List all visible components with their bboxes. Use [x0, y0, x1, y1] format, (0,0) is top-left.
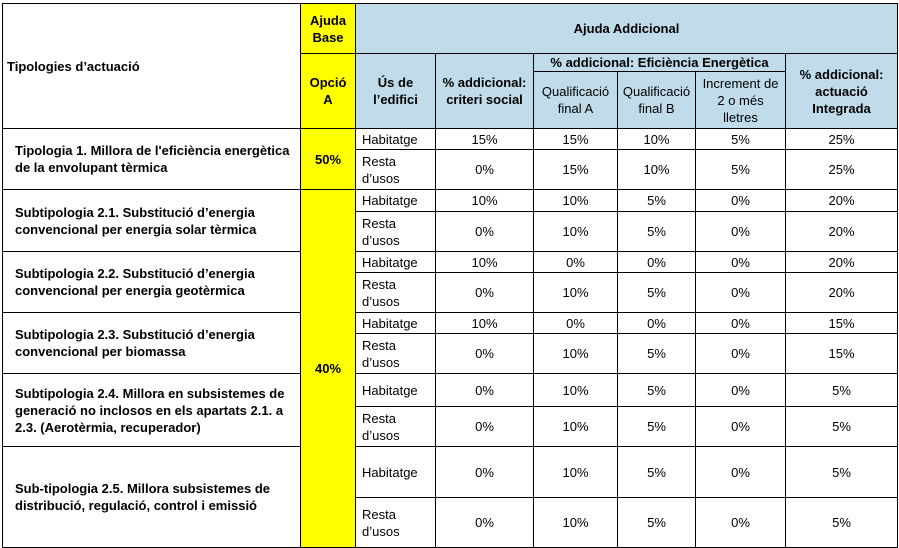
increment-cell: 0% [696, 334, 786, 374]
use-cell: Habitatge [356, 447, 436, 498]
qual-b-cell: 5% [618, 447, 696, 498]
qual-b-cell: 5% [618, 407, 696, 447]
qual-b-cell: 5% [618, 374, 696, 407]
header-integrada: % addicional: actuació Integrada [786, 54, 898, 129]
use-cell: Habitatge [356, 374, 436, 407]
qual-b-cell: 0% [618, 313, 696, 334]
social-cell: 0% [436, 334, 534, 374]
social-cell: 0% [436, 374, 534, 407]
integrada-cell: 20% [786, 190, 898, 212]
use-cell: Resta d’usos [356, 334, 436, 374]
social-cell: 15% [436, 129, 534, 150]
qual-b-cell: 5% [618, 334, 696, 374]
use-cell: Habitatge [356, 190, 436, 212]
table-body [3, 129, 898, 548]
qual-a-cell: 10% [534, 407, 618, 447]
integrada-cell: 5% [786, 447, 898, 498]
increment-cell: 0% [696, 190, 786, 212]
table-row [3, 447, 898, 498]
integrada-cell: 5% [786, 498, 898, 548]
social-cell: 10% [436, 313, 534, 334]
integrada-cell: 20% [786, 273, 898, 313]
social-cell: 0% [436, 447, 534, 498]
qual-a-cell: 15% [534, 150, 618, 190]
typology-label: Subtipologia 2.1. Substitució d’energia convencional per energia solar tèrmica [3, 190, 301, 252]
qual-a-cell: 10% [534, 374, 618, 407]
table-row [3, 129, 898, 150]
subsidy-table [2, 3, 898, 548]
header-qualificacio-b: Qualificació final B [618, 72, 696, 129]
qual-a-cell: 10% [534, 190, 618, 212]
table-row [3, 313, 898, 334]
integrada-cell: 20% [786, 212, 898, 252]
qual-a-cell: 10% [534, 334, 618, 374]
increment-cell: 5% [696, 129, 786, 150]
integrada-cell: 20% [786, 252, 898, 273]
increment-cell: 0% [696, 498, 786, 548]
header-opcio-a: Opció A [301, 54, 356, 129]
typology-label: Sub-tipologia 2.5. Millora subsistemes de distribució, regulació, control i emissió [3, 447, 301, 548]
social-cell: 10% [436, 252, 534, 273]
use-cell: Habitatge [356, 129, 436, 150]
use-cell: Habitatge [356, 252, 436, 273]
integrada-cell: 15% [786, 334, 898, 374]
typology-label: Subtipologia 2.4. Millora en subsistemes de generació no inclosos en els apartats 2.1. a 2.3. (Aerotèrmia, recuperador) [3, 374, 301, 447]
increment-cell: 0% [696, 313, 786, 334]
base-percent-first: 50% [301, 129, 356, 190]
header-qualificacio-a: Qualificació final A [534, 72, 618, 129]
qual-a-cell: 0% [534, 252, 618, 273]
table-row [3, 190, 898, 212]
qual-a-cell: 10% [534, 273, 618, 313]
header-ajuda-addicional: Ajuda Addicional [356, 4, 898, 54]
social-cell: 0% [436, 150, 534, 190]
typology-label: Tipologia 1. Millora de l'eficiència energètica de la envolupant tèrmica [3, 129, 301, 190]
use-cell: Habitatge [356, 313, 436, 334]
increment-cell: 0% [696, 212, 786, 252]
integrada-cell: 5% [786, 374, 898, 407]
table-row [3, 252, 898, 273]
qual-a-cell: 0% [534, 313, 618, 334]
integrada-cell: 25% [786, 150, 898, 190]
qual-b-cell: 0% [618, 252, 696, 273]
qual-a-cell: 10% [534, 498, 618, 548]
header-increment: Increment de 2 o més lletres [696, 72, 786, 129]
increment-cell: 0% [696, 273, 786, 313]
use-cell: Resta d’usos [356, 212, 436, 252]
integrada-cell: 15% [786, 313, 898, 334]
integrada-cell: 25% [786, 129, 898, 150]
header-us-edifici: Ús de l’edifici [356, 54, 436, 129]
qual-b-cell: 10% [618, 150, 696, 190]
qual-a-cell: 10% [534, 447, 618, 498]
typology-label: Subtipologia 2.3. Substitució d’energia convencional per biomassa [3, 313, 301, 374]
qual-b-cell: 5% [618, 273, 696, 313]
integrada-cell: 5% [786, 407, 898, 447]
increment-cell: 0% [696, 374, 786, 407]
social-cell: 0% [436, 212, 534, 252]
social-cell: 0% [436, 273, 534, 313]
increment-cell: 0% [696, 252, 786, 273]
base-percent-rest: 40% [301, 190, 356, 548]
header-criteri-social: % addicional: criteri social [436, 54, 534, 129]
increment-cell: 5% [696, 150, 786, 190]
qual-a-cell: 15% [534, 129, 618, 150]
header-eficiencia: % addicional: Eficiència Energètica [534, 54, 786, 72]
social-cell: 10% [436, 190, 534, 212]
typology-label: Subtipologia 2.2. Substitució d’energia convencional per energia geotèrmica [3, 252, 301, 313]
use-cell: Resta d’usos [356, 407, 436, 447]
increment-cell: 0% [696, 447, 786, 498]
use-cell: Resta d’usos [356, 273, 436, 313]
qual-b-cell: 5% [618, 190, 696, 212]
qual-b-cell: 5% [618, 498, 696, 548]
social-cell: 0% [436, 407, 534, 447]
header-typologies: Tipologies d’actuació [3, 4, 301, 129]
header-ajuda-base: Ajuda Base [301, 4, 356, 54]
use-cell: Resta d’usos [356, 498, 436, 548]
increment-cell: 0% [696, 407, 786, 447]
qual-b-cell: 10% [618, 129, 696, 150]
table-row [3, 374, 898, 407]
social-cell: 0% [436, 498, 534, 548]
qual-b-cell: 5% [618, 212, 696, 252]
use-cell: Resta d’usos [356, 150, 436, 190]
qual-a-cell: 10% [534, 212, 618, 252]
